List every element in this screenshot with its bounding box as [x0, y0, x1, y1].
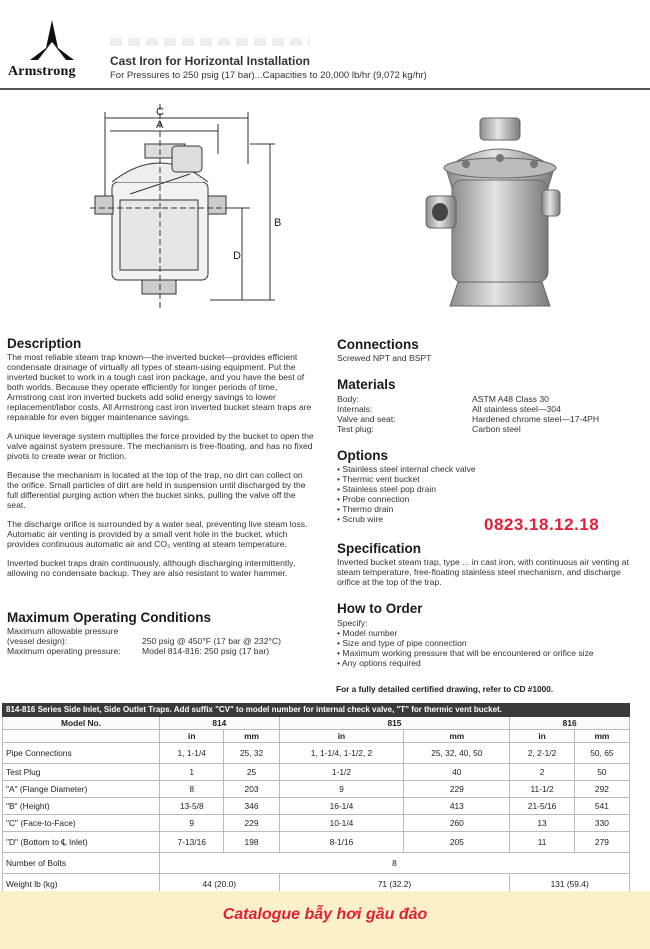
material-value: Hardened chrome steel—17-4PH	[472, 414, 600, 424]
table-cell: 50, 65	[574, 743, 629, 764]
dim-label-a: A	[156, 119, 164, 131]
table-cell: 25	[224, 764, 279, 781]
phone-number: 0823.18.12.18	[484, 515, 600, 534]
row-label: Pipe Connections	[3, 743, 160, 764]
materials-row	[337, 394, 637, 404]
materials-heading: Materials	[337, 377, 396, 392]
model-header: 816	[510, 717, 630, 730]
material-key: Internals:	[337, 404, 373, 414]
row-label: "D" (Bottom to ℄ Inlet)	[3, 832, 160, 853]
table-row	[3, 832, 630, 853]
material-value: All stainless steel—304	[472, 404, 561, 414]
table-cell: 1, 1-1/4, 1-1/2, 2	[279, 743, 404, 764]
unit-header: mm	[574, 730, 629, 743]
unit-header: in	[160, 730, 224, 743]
dimension-drawing	[90, 104, 290, 314]
description-body	[7, 352, 315, 587]
table-cell: 71 (32.2)	[279, 874, 510, 895]
description-paragraph-5: Inverted bucket traps drain continuously, although discharging intermittently, allowing no condensate backup. They are also resistant to water hammer.	[7, 558, 296, 578]
table-cell: 10-1/4	[279, 815, 404, 832]
connections-heading: Connections	[337, 337, 419, 352]
options-heading: Options	[337, 448, 388, 463]
description-paragraph-2: A unique leverage system multiplies the force provided by the bucket to open the valve against system pressure. The mechanism is free-floating, and has no fixed pivots to create wear or friction.	[7, 431, 314, 461]
table-cell: 203	[224, 781, 279, 798]
material-key: Valve and seat:	[337, 414, 396, 424]
order-item: • Size and type of pipe connection	[337, 638, 637, 648]
table-cell: 13	[510, 815, 574, 832]
materials-row	[337, 424, 637, 434]
table-cell: 131 (59.4)	[510, 874, 630, 895]
option-item: • Probe connection	[337, 494, 476, 504]
max-operating-heading: Maximum Operating Conditions	[7, 610, 212, 625]
table-cell: 13-5/8	[160, 798, 224, 815]
model-header: 815	[279, 717, 510, 730]
table-cell: 16-1/4	[279, 798, 404, 815]
table-row	[3, 781, 630, 798]
unit-header: in	[510, 730, 574, 743]
material-key: Body:	[337, 394, 359, 404]
connections-text: Screwed NPT and BSPT	[337, 353, 432, 363]
dim-label-d: D	[233, 250, 241, 262]
model-header: 814	[160, 717, 280, 730]
brand-name: Armstrong	[8, 64, 76, 79]
table-cell: 260	[404, 815, 510, 832]
how-to-order-list	[337, 628, 637, 668]
table-cell: 7-13/16	[160, 832, 224, 853]
row-label: Test Plug	[3, 764, 160, 781]
footer-caption: Catalogue bẫy hơi gầu đảo	[222, 906, 428, 923]
max-operating-block	[7, 626, 327, 656]
table-cell: 279	[574, 832, 629, 853]
options-list	[337, 464, 476, 524]
table-cell: 292	[574, 781, 629, 798]
table-cell: 9	[279, 781, 404, 798]
option-item: • Thermo drain	[337, 504, 476, 514]
materials-row	[337, 404, 637, 414]
table-cell: 1, 1-1/4	[160, 743, 224, 764]
table-row	[3, 815, 630, 832]
table-units-row	[3, 730, 630, 743]
dim-label-c: C	[156, 106, 164, 118]
table-cell: 330	[574, 815, 629, 832]
max-operating-pressure-label: Maximum operating pressure:	[7, 646, 121, 656]
row-label: Number of Bolts	[3, 853, 160, 874]
table-cell: 2, 2-1/2	[510, 743, 574, 764]
table-cell: 44 (20.0)	[160, 874, 280, 895]
order-item: • Maximum working pressure that will be encountered or orifice size	[337, 648, 637, 658]
description-paragraph-1: The most reliable steam trap known—the inverted bucket—provides efficient condensate drainage of virtually all types of steam-using equipment. Put the inverted bucket to work in a tough cast iron package, and you have the best of both worlds. Because they operate efficiently for longer periods of time, Armstrong cast iron inverted buckets add solid energy savings to lower replacement/labor costs. All Armstrong cast iron inverted bucket steam traps are repairable for even bigger maintenance savings.	[7, 352, 312, 422]
materials-list	[337, 394, 637, 434]
table-cell: 40	[404, 764, 510, 781]
table-cell: 11-1/2	[510, 781, 574, 798]
row-label: "C" (Face-to-Face)	[3, 815, 160, 832]
material-value: ASTM A48 Class 30	[472, 394, 549, 404]
table-cell: 11	[510, 832, 574, 853]
table-row	[3, 743, 630, 764]
table-cell: 25, 32, 40, 50	[404, 743, 510, 764]
dimensions-table	[2, 717, 630, 895]
table-cell: 25, 32	[224, 743, 279, 764]
row-label: "A" (Flange Diameter)	[3, 781, 160, 798]
table-cell: 413	[404, 798, 510, 815]
option-item: • Stainless steel internal check valve	[337, 464, 476, 474]
specification-text: Inverted bucket steam trap, type ... in cast iron, with continuous air venting at steam temperature, free-floating stainless steel mechanism, and discharge orifice at the top of the trap.	[337, 557, 629, 587]
row-label: "B" (Height)	[3, 798, 160, 815]
table-row	[3, 764, 630, 781]
page-title: Cast Iron for Horizontal Installation	[110, 54, 311, 68]
order-item: • Any options required	[337, 658, 637, 668]
option-item: • Thermic vent bucket	[337, 474, 476, 484]
table-title: 814-816 Series Side Inlet, Side Outlet Traps. Add suffix "CV" to model number for internal check valve, "T" for thermic vent bucket.	[2, 703, 630, 717]
specification-heading: Specification	[337, 541, 422, 556]
unit-header: in	[279, 730, 404, 743]
model-no-header: Model No.	[3, 717, 160, 730]
material-key: Test plug:	[337, 424, 374, 434]
table-cell: 229	[224, 815, 279, 832]
table-cell: 8-1/16	[279, 832, 404, 853]
description-paragraph-3: Because the mechanism is located at the top of the trap, no dirt can collect on the orifice. Small particles of dirt are held in suspension until discharged by the full differential purging action when the bucket sinks, pulling the valve off the seat.	[7, 470, 306, 510]
table-row	[3, 798, 630, 815]
table-cell	[3, 730, 160, 743]
materials-row	[337, 414, 637, 424]
table-cell: 50	[574, 764, 629, 781]
certified-drawing-note: For a fully detailed certified drawing, refer to CD #1000.	[336, 684, 554, 694]
table-cell: 541	[574, 798, 629, 815]
page-subtitle: For Pressures to 250 psig (17 bar)...Capacities to 20,000 lb/hr (9,072 kg/hr)	[110, 70, 427, 81]
table-cell: 21-5/16	[510, 798, 574, 815]
order-item: • Model number	[337, 628, 637, 638]
armstrong-logo	[22, 18, 82, 62]
table-cell: 205	[404, 832, 510, 853]
dim-label-b: B	[274, 217, 282, 229]
table-row	[3, 853, 630, 874]
table-cell: 229	[404, 781, 510, 798]
armstrong-star-icon	[22, 18, 82, 62]
option-item: • Scrub wire	[337, 514, 476, 524]
unit-header: mm	[224, 730, 279, 743]
table-cell: 9	[160, 815, 224, 832]
how-to-order-intro: Specify:	[337, 618, 368, 628]
how-to-order-heading: How to Order	[337, 601, 423, 616]
vessel-design-label: (vessel design):	[7, 636, 68, 646]
description-paragraph-4: The discharge orifice is surrounded by a water seal, preventing live steam loss. Automatic air venting is provided by a small vent hole in the bucket, which provides continuous automatic air and CO₂ venting at steam temperature.	[7, 519, 308, 549]
unit-header: mm	[404, 730, 510, 743]
table-cell: 2	[510, 764, 574, 781]
table-cell: 346	[224, 798, 279, 815]
material-value: Carbon steel	[472, 424, 521, 434]
table-cell: 1	[160, 764, 224, 781]
table-cell: 8	[160, 853, 630, 874]
max-allowable-label: Maximum allowable pressure	[7, 626, 119, 636]
steam-trap-photo	[418, 110, 568, 315]
option-item: • Stainless steel pop drain	[337, 484, 476, 494]
max-operating-pressure-value: Model 814-816: 250 psig (17 bar)	[142, 646, 270, 656]
table-cell: 1-1/2	[279, 764, 404, 781]
header-divider	[0, 88, 650, 90]
table-cell: 8	[160, 781, 224, 798]
description-heading: Description	[7, 336, 82, 351]
faded-heading	[110, 38, 310, 46]
vessel-design-value: 250 psig @ 450°F (17 bar @ 232°C)	[142, 636, 281, 646]
row-label: Weight lb (kg)	[3, 874, 160, 895]
table-header-row	[3, 717, 630, 730]
table-cell: 198	[224, 832, 279, 853]
